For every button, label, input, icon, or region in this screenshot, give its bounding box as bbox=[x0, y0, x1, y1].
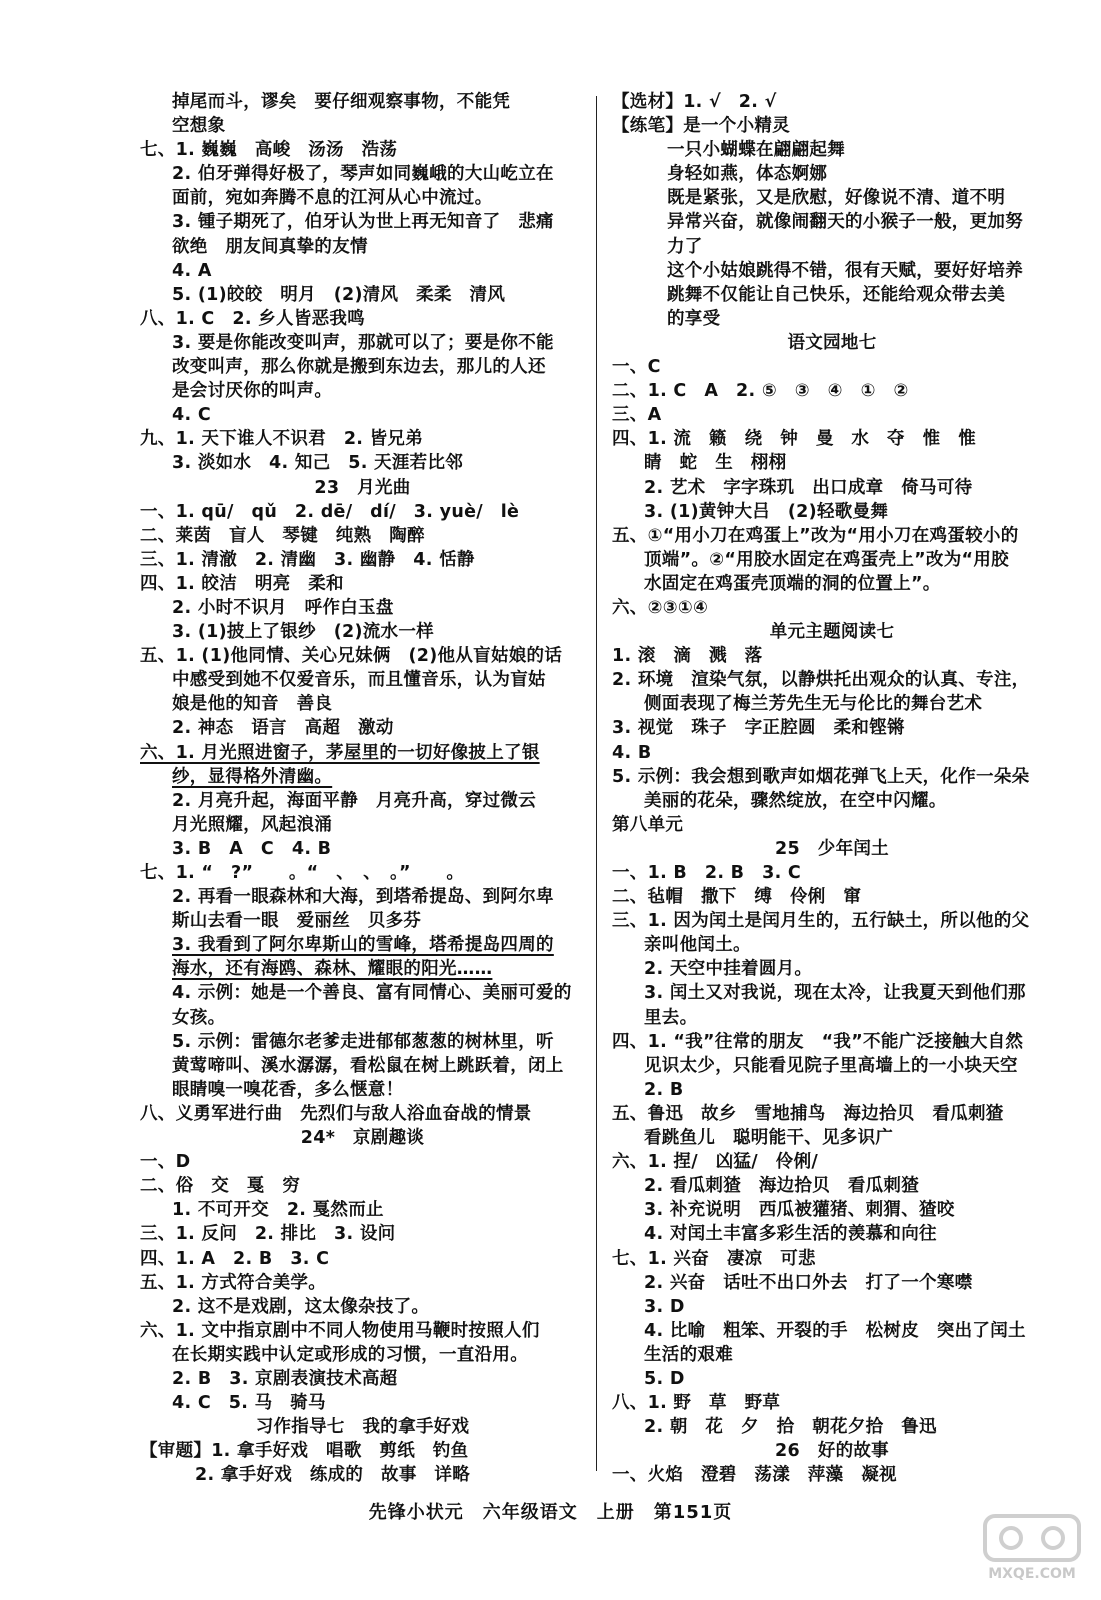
answer-line: 七、1. “ ?” 。“ 、 、 。” 。 bbox=[140, 863, 465, 883]
answer-line: 四、1. 流 籁 绕 钟 曼 水 夺 惟 惟 bbox=[612, 429, 977, 450]
answer-line: 跳舞不仅能让自己快乐，还能给观众带去美 bbox=[667, 284, 1006, 305]
watermark-text: MXQE.COM bbox=[988, 1566, 1076, 1582]
underlined-text: 海水，还有海鸥、森林、耀眼的阳光…… bbox=[172, 959, 493, 980]
answer-line: 2. 看瓜刺猹 海边拾贝 看瓜刺猹 bbox=[644, 1176, 920, 1197]
column-divider bbox=[596, 96, 597, 1471]
answer-line: 面前，宛如奔腾不息的江河从心中流过。 bbox=[172, 188, 493, 209]
answer-line: 既是紧张，又是欣慰，好像说不清、道不明 bbox=[667, 188, 1006, 209]
answer-line: 斯山去看一眼 爱丽丝 贝多芬 bbox=[172, 911, 422, 932]
right-column bbox=[612, 90, 1052, 1487]
section-heading: 习作指导七 我的拿手好戏 bbox=[255, 1417, 470, 1438]
answer-line: 娘是他的知音 善良 bbox=[172, 694, 333, 715]
section-heading: 26 好的故事 bbox=[775, 1441, 889, 1462]
answer-line: 力了 bbox=[667, 236, 703, 257]
underlined-text: 六、1. 月光照进窗子，茅屋里的一切好像披上了银 bbox=[140, 742, 540, 763]
answer-line: 3. 闰土又对我说，现在太冷，让我夏天到他们那 bbox=[644, 983, 1026, 1004]
answer-line: 见识太少，只能看见院子里高墙上的一小块天空 bbox=[644, 1055, 1018, 1076]
answer-line: 的享受 bbox=[667, 308, 721, 329]
answer-line: 2. 拿手好戏 练成的 故事 详略 bbox=[195, 1465, 471, 1486]
answer-line: 二、俗 交 戛 穷 bbox=[140, 1176, 301, 1197]
answer-line: 3. 要是你能改变叫声，那就可以了；要是你不能 bbox=[172, 332, 554, 353]
answer-line: 4. A bbox=[172, 260, 212, 281]
answer-line: 五、①“用小刀在鸡蛋上”改为“用小刀在鸡蛋较小的 bbox=[612, 525, 1019, 546]
answer-line: 水固定在鸡蛋壳顶端的洞的位置上”。 bbox=[644, 573, 941, 594]
answer-line: 一、火焰 澄碧 荡漾 萍藻 凝视 bbox=[612, 1465, 897, 1486]
answer-line: 侧面表现了梅兰芳先生无与伦比的舞台艺术 bbox=[644, 694, 983, 715]
answer-line: 空想象 bbox=[172, 116, 226, 137]
answer-line: 4. 比喻 粗笨、开裂的手 松树皮 突出了闰土 bbox=[644, 1320, 1026, 1341]
answer-line: 这个小姑娘跳得不错，很有天赋，要好好培养 bbox=[667, 260, 1023, 281]
answer-line: 4. 对闰土丰富多彩生活的羡慕和向往 bbox=[644, 1224, 937, 1245]
answer-line: 2. 环境 渲染气氛，以静烘托出观众的认真、专注， bbox=[612, 670, 1030, 691]
answer-line: 六、1. 捏/ 凶猛/ 伶俐/ bbox=[612, 1152, 819, 1173]
section-heading: 语文园地七 bbox=[787, 332, 877, 353]
answer-line: 2. B bbox=[644, 1079, 684, 1100]
answer-line: 一、1. qū/ qǔ 2. dē/ dí/ 3. yuè/ lè bbox=[140, 501, 520, 522]
answer-line: 三、A bbox=[612, 405, 662, 426]
answer-line: 3. 锺子期死了，伯牙认为世上再无知音了 悲痛 bbox=[172, 212, 554, 233]
answer-line: 八、1. C 2. 乡人皆恶我鸣 bbox=[140, 308, 365, 329]
answer-line: 一、C bbox=[612, 357, 661, 378]
answer-line: 4. C bbox=[172, 405, 211, 426]
answer-line: 二、莱茵 盲人 琴键 纯熟 陶醉 bbox=[140, 525, 425, 546]
answer-line: 2. 艺术 字字珠玑 出口成章 倚马可待 bbox=[644, 477, 973, 498]
answer-line: 亲叫他闰土。 bbox=[644, 935, 751, 956]
answer-line: 5. 示例：我会想到歌声如烟花弹飞上天，化作一朵朵 bbox=[612, 766, 1030, 787]
answer-line: 看跳鱼儿 聪明能干、见多识广 bbox=[644, 1128, 894, 1149]
answer-line: 2. 月亮升起，海面平静 月亮升高，穿过微云 bbox=[172, 790, 537, 811]
answer-line: 2. 兴奋 话吐不出口外去 打了一个寒噤 bbox=[644, 1272, 973, 1293]
answer-line: 二、毡帽 撒下 缚 伶俐 窜 bbox=[612, 887, 862, 908]
answer-line: 在长期实践中认定或形成的习惯，一直沿用。 bbox=[172, 1344, 528, 1365]
answer-line bbox=[140, 957, 585, 981]
answer-line: 【练笔】是一个小精灵 bbox=[612, 116, 790, 137]
underlined-text: 3. 我看到了阿尔卑斯山的雪峰，塔希提岛四周的 bbox=[172, 935, 554, 956]
answer-line: 七、1. 兴奋 凄凉 可悲 bbox=[612, 1248, 816, 1269]
answer-line: 异常兴奋，就像闹翻天的小猴子一般，更加努 bbox=[667, 212, 1023, 233]
answer-line: 八、义勇军进行曲 先烈们与敌人浴血奋战的情景 bbox=[140, 1103, 532, 1124]
answer-line: 2. 神态 语言 高超 激动 bbox=[172, 718, 394, 739]
answer-line: 七、1. 巍巍 高峻 汤汤 浩荡 bbox=[140, 140, 398, 161]
answer-line: 五、1. (1)他同情、关心兄妹俩 (2)他从盲姑娘的话 bbox=[140, 646, 563, 667]
answer-line: 顶端”。②“用胶水固定在鸡蛋壳上”改为“用胶 bbox=[644, 549, 1009, 570]
answer-line: 六、②③①④ bbox=[612, 597, 709, 618]
answer-line bbox=[140, 741, 585, 765]
answer-line: 睛 蛇 生 栩栩 bbox=[644, 453, 787, 474]
watermark-icon bbox=[977, 1510, 1087, 1570]
answer-line: 一只小蝴蝶在翩翩起舞 bbox=[667, 140, 845, 161]
answer-line: 4. 示例：她是一个善良、富有同情心、美丽可爱的 bbox=[172, 983, 572, 1004]
answer-line: 五、鲁迅 故乡 雪地捕鸟 海边拾贝 看瓜刺猹 bbox=[612, 1103, 1004, 1124]
answer-line: 五、1. 方式符合美学。 bbox=[140, 1272, 327, 1293]
answer-line: 三、1. 因为闰土是闰月生的，五行缺土，所以他的父 bbox=[612, 911, 1030, 932]
answer-line: 【审题】1. 拿手好戏 唱歌 剪纸 钓鱼 bbox=[140, 1441, 469, 1462]
answer-line: 4. C 5. 马 骑马 bbox=[172, 1393, 326, 1414]
answer-line: 改变叫声，那么你就是搬到东边去，那儿的人还 bbox=[172, 357, 546, 378]
section-heading: 25 少年闰土 bbox=[775, 838, 889, 859]
answer-line: 3. (1)黄钟大吕 (2)轻歌曼舞 bbox=[644, 501, 889, 522]
answer-line: 月光照耀，风起浪涌 bbox=[172, 814, 333, 835]
left-column bbox=[140, 90, 585, 1487]
answer-line: 生活的艰难 bbox=[644, 1344, 733, 1365]
answer-line: 四、1. A 2. B 3. C bbox=[140, 1248, 330, 1269]
answer-line bbox=[140, 933, 585, 957]
answer-line: 眼睛嗅一嗅花香，多么惬意！ bbox=[172, 1079, 404, 1100]
underlined-text: 纱，显得格外清幽。 bbox=[172, 766, 333, 787]
answer-line: 二、1. C A 2. ⑤ ③ ④ ① ② bbox=[612, 381, 909, 402]
answer-line: 2. 再看一眼森林和大海，到塔希提岛、到阿尔卑 bbox=[172, 887, 554, 908]
answer-line: 5. D bbox=[644, 1368, 685, 1389]
answer-line bbox=[140, 765, 585, 789]
answer-line: 1. 滚 滴 溅 落 bbox=[612, 646, 763, 667]
answer-line: 六、1. 文中指京剧中不同人物使用马鞭时按照人们 bbox=[140, 1320, 540, 1341]
answer-line: 4. B bbox=[612, 742, 652, 763]
answer-line: 2. 伯牙弹得好极了，琴声如同巍峨的大山屹立在 bbox=[172, 164, 554, 185]
answer-line: 美丽的花朵，骤然绽放，在空中闪耀。 bbox=[644, 790, 947, 811]
watermark-logo bbox=[977, 1510, 1087, 1588]
answer-line: 【选材】1. √ 2. √ bbox=[612, 92, 777, 112]
answer-line: 2. B 3. 京剧表演技术高超 bbox=[172, 1368, 398, 1389]
answer-line: 三、1. 反问 2. 排比 3. 设问 bbox=[140, 1224, 396, 1245]
answer-line: 3. (1)披上了银纱 (2)流水一样 bbox=[172, 622, 434, 643]
answer-line: 中感受到她不仅爱音乐，而且懂音乐，认为盲姑 bbox=[172, 670, 546, 691]
answer-line: 2. 天空中挂着圆月。 bbox=[644, 959, 813, 980]
answer-line: 三、1. 清澈 2. 清幽 3. 幽静 4. 恬静 bbox=[140, 549, 475, 570]
answer-line: 黄莺啼叫、溪水潺潺，看松鼠在树上跳跃着，闭上 bbox=[172, 1055, 564, 1076]
answer-line: 2. 这不是戏剧，这太像杂技了。 bbox=[172, 1296, 430, 1317]
page-footer: 先锋小状元 六年级语文 上册 第151页 bbox=[368, 1502, 733, 1523]
section-heading: 24* 京剧趣谈 bbox=[300, 1128, 425, 1149]
section-heading: 单元主题阅读七 bbox=[769, 622, 895, 643]
answer-line: 1. 不可开交 2. 戛然而止 bbox=[172, 1200, 384, 1221]
answer-line: 身轻如燕，体态婀娜 bbox=[667, 164, 828, 185]
answer-line: 5. (1)皎皎 明月 (2)清风 柔柔 清风 bbox=[172, 284, 506, 305]
answer-line: 一、D bbox=[140, 1152, 191, 1173]
answer-line: 2. 小时不识月 呼作白玉盘 bbox=[172, 597, 394, 618]
section-heading: 23 月光曲 bbox=[314, 477, 411, 498]
answer-line: 5. 示例：雷德尔老爹走进郁郁葱葱的树林里，听 bbox=[172, 1031, 554, 1052]
answer-line: 欲绝 朋友间真挚的友情 bbox=[172, 236, 368, 257]
answer-line: 第八单元 bbox=[612, 814, 684, 835]
answer-line: 八、1. 野 草 野草 bbox=[612, 1393, 781, 1414]
answer-line: 掉尾而斗，谬矣 要仔细观察事物，不能凭 bbox=[172, 92, 511, 112]
answer-line: 四、1. “我”往常的朋友 “我”不能广泛接触大自然 bbox=[612, 1031, 1024, 1052]
answer-line: 3. B A C 4. B bbox=[172, 838, 332, 859]
answer-line: 2. 朝 花 夕 拾 朝花夕拾 鲁迅 bbox=[644, 1417, 937, 1438]
answer-line: 3. 补充说明 西瓜被獾猪、刺猬、猹咬 bbox=[644, 1200, 955, 1221]
answer-line: 九、1. 天下谁人不识君 2. 皆兄弟 bbox=[140, 429, 424, 450]
answer-line: 里去。 bbox=[644, 1007, 698, 1028]
answer-line: 3. D bbox=[644, 1296, 685, 1317]
answer-line: 一、1. B 2. B 3. C bbox=[612, 863, 802, 883]
answer-line: 是会讨厌你的叫声。 bbox=[172, 381, 333, 402]
answer-line: 女孩。 bbox=[172, 1007, 226, 1028]
answer-line: 3. 淡如水 4. 知己 5. 天涯若比邻 bbox=[172, 453, 464, 474]
answer-line: 四、1. 皎洁 明亮 柔和 bbox=[140, 573, 344, 594]
answer-line: 3. 视觉 珠子 字正腔圆 柔和铿锵 bbox=[612, 718, 905, 739]
